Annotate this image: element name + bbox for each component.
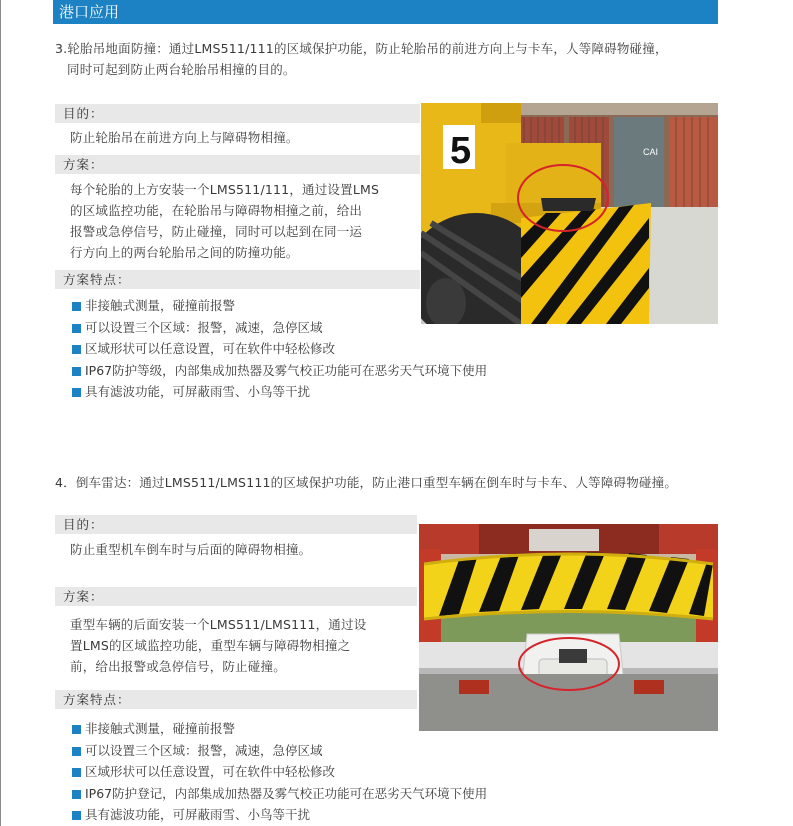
section3-plan-label: 方案： [55,155,420,174]
crane-number: 5 [450,130,472,172]
section3-intro-line-1: 3.轮胎吊地面防撞：通过LMS511/111的区域保护功能，防止轮胎吊的前进方向上与卡车，人等障碍物碰撞， [55,41,668,56]
list-item: 区域形状可以任意设置，可在软件中轻松修改 [72,761,487,783]
section4-plan-line: 前，给出报警或急停信号，防止碰撞。 [70,659,286,674]
tire-crane-photo [421,103,718,324]
section4-intro: 4．倒车雷达：通过LMS511/LMS111的区域保护功能，防止港口重型车辆在倒车时与卡车、人等障碍物碰撞。 [55,475,678,490]
list-item: 具有滤波功能，可屏蔽雨雪、小鸟等干扰 [72,804,487,826]
section3-plan-line: 的区域监控功能，在轮胎吊与障碍物相撞之前，给出 [70,203,363,218]
section3-plan-line: 每个轮胎的上方安装一个LMS511/111，通过设置LMS [70,182,380,197]
square-bullet-icon [72,790,81,799]
section3-plan-line: 报警或急停信号，防止碰撞，同时可以起到在同一运 [70,224,363,239]
square-bullet-icon [72,725,81,734]
list-item: IP67防护登记，内部集成加热器及雾气校正功能可在恶劣天气环境下使用 [72,783,487,805]
section4-goal-text: 防止重型机车倒车时与后面的障碍物相撞。 [70,542,312,557]
section4-plan-line: 置LMS的区域监控功能，重型车辆与障碍物相撞之 [70,638,351,653]
square-bullet-icon [72,388,81,397]
list-item: 可以设置三个区域：报警，减速，急停区域 [72,740,487,762]
square-bullet-icon [72,747,81,756]
section3-goal-label: 目的： [55,104,420,123]
square-bullet-icon [72,768,81,777]
reversing-vehicle-photo [419,524,718,731]
list-item: 具有滤波功能，可屏蔽雨雪、小鸟等干扰 [72,381,487,403]
section4-plan-text [70,614,415,677]
square-bullet-icon [72,367,81,376]
square-bullet-icon [72,324,81,333]
list-item: 非接触式测量，碰撞前报警 [72,295,487,317]
container-label: CAI [643,147,659,157]
section3-plan-text [70,179,415,263]
left-border-line [0,0,1,826]
section4-features-list [72,718,487,826]
section3-intro [55,38,735,80]
square-bullet-icon [72,302,81,311]
list-item: IP67防护等级，内部集成加热器及雾气校正功能可在恶劣天气环境下使用 [72,360,487,382]
section3-plan-line: 行方向上的两台轮胎吊之间的防撞功能。 [70,245,299,260]
section3-features-label: 方案特点： [55,270,420,289]
list-item: 区域形状可以任意设置，可在软件中轻松修改 [72,338,487,360]
section-header [53,0,718,24]
section4-plan-line: 重型车辆的后面安装一个LMS511/LMS111，通过设 [70,617,367,632]
section4-plan-label: 方案： [55,587,417,606]
section4-goal-label: 目的： [55,515,417,534]
list-item: 非接触式测量，碰撞前报警 [72,718,487,740]
square-bullet-icon [72,345,81,354]
list-item: 可以设置三个区域：报警，减速，急停区域 [72,317,487,339]
section3-goal-text: 防止轮胎吊在前进方向上与障碍物相撞。 [70,130,299,145]
section3-intro-line-2: 同时可起到防止两台轮胎吊相撞的目的。 [67,62,296,77]
header-title: 港口应用 [59,3,120,21]
section4-features-label: 方案特点： [55,690,417,709]
square-bullet-icon [72,811,81,820]
